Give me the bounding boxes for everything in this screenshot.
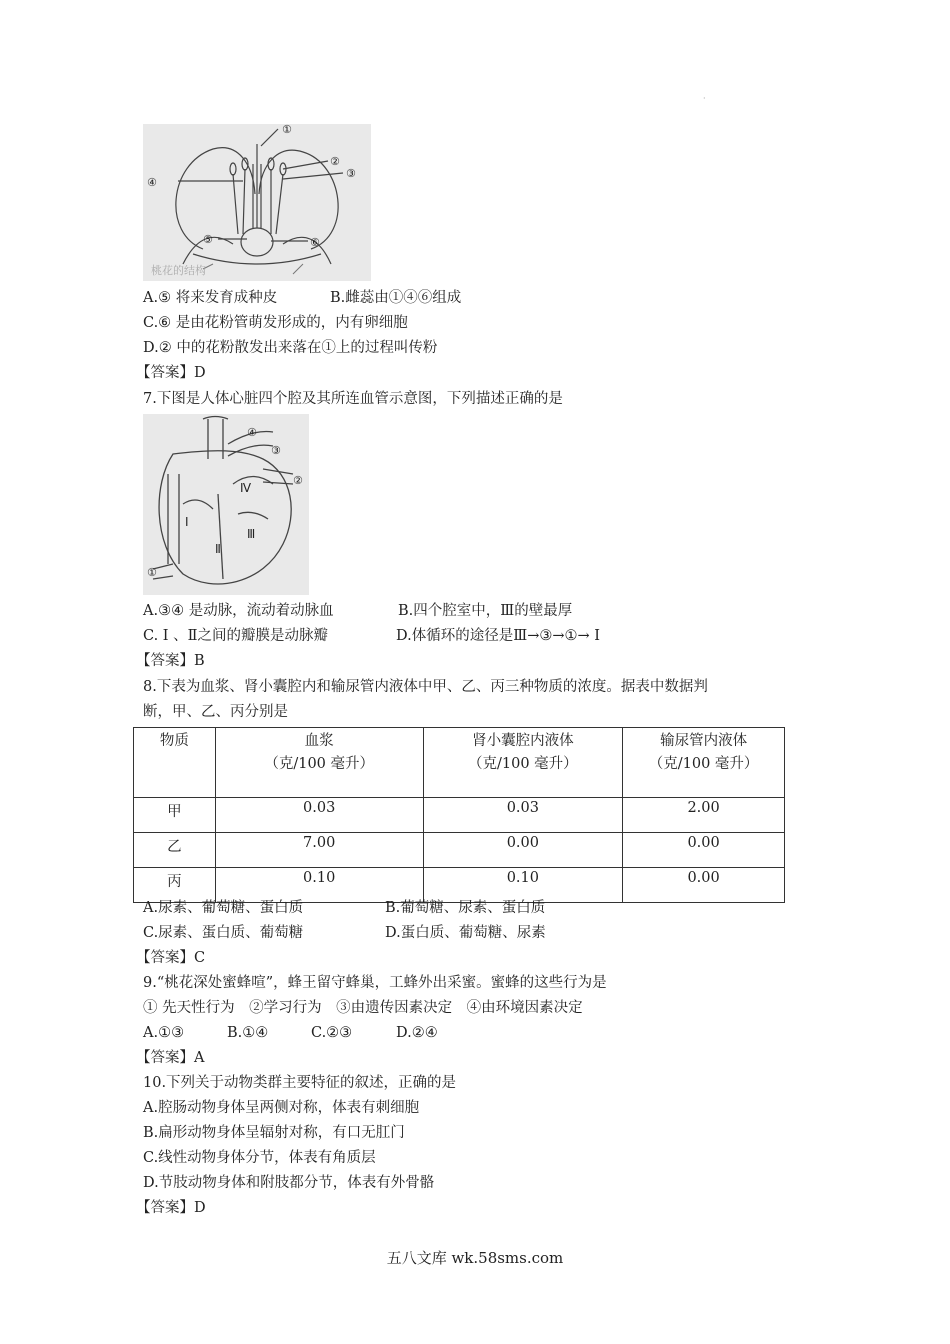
footer: 五八文库 wk.58sms.com [386,1249,564,1267]
q8-option-a: A.尿素、葡萄糖、蛋白质 [143,900,304,916]
table-cell: 0.03 [215,798,423,833]
q9-stem: 9.“桃花深处蜜蜂喧”，蜂王留守蜂巢，工蜂外出采蜜。蜜蜂的这些行为是 [143,975,607,991]
q7-option-a: A.③④ 是动脉，流动着动脉血 [143,603,334,619]
header-capsule [423,728,623,798]
table-cell: 7.00 [215,833,423,868]
heart-label-1: ① [147,566,157,579]
q7-option-d: D.体循环的途径是Ⅲ→③→①→ Ⅰ [396,628,600,644]
q10-option-b: B.扁形动物身体呈辐射对称，有口无肛门 [143,1125,405,1141]
flower-label-1: ① [282,124,292,136]
table-row [134,798,785,833]
table-cell: 0.00 [623,833,785,868]
q10-option-a: A.腔肠动物身体呈两侧对称，体表有刺细胞 [143,1100,420,1116]
q10-answer: 【答案】D [136,1200,206,1216]
flower-caption: 桃花的结构 [151,264,206,277]
heart-label-4: ④ [247,426,257,439]
header-plasma-unit: （克/100 毫升） [264,756,375,772]
q9-answer: 【答案】A [136,1050,205,1066]
table-cell: 0.10 [423,868,623,903]
q10-option-c: C.线性动物身体分节，体表有角质层 [143,1150,376,1166]
heart-label-2: ② [293,474,303,487]
header-plasma [215,728,423,798]
row-name: 丙 [134,868,216,903]
table-cell: 0.00 [623,868,785,903]
header-mark: · [703,94,706,103]
flower-figure [143,124,371,281]
heart-figure [143,414,309,595]
q8-answer: 【答案】C [136,950,206,966]
table-cell: 2.00 [623,798,785,833]
header-substance: 物质 [134,728,216,798]
header-capsule-name: 肾小囊腔内液体 [472,733,574,749]
q8-stem-line2: 断，甲、乙、丙分别是 [143,704,288,720]
heart-diagram [143,414,309,595]
q8-option-b: B.葡萄糖、尿素、蛋白质 [385,900,546,916]
heart-chamber-4: Ⅳ [240,481,252,495]
flower-label-6: ⑥ [310,236,320,249]
flower-label-3: ③ [346,167,356,180]
heart-chamber-2: Ⅱ [215,542,221,556]
q6-option-a: A.⑤ 将来发育成种皮 [143,290,278,306]
row-name: 乙 [134,833,216,868]
table-cell: 0.00 [423,833,623,868]
q6-option-c: C.⑥ 是由花粉管萌发形成的，内有卵细胞 [143,315,408,331]
q6-answer: 【答案】D [136,365,206,381]
q7-stem: 7.下图是人体心脏四个腔及其所连血管示意图，下列描述正确的是 [143,391,563,407]
table-row [134,833,785,868]
q9-option-c: C.②③ [311,1025,353,1041]
flower-diagram [143,124,371,281]
flower-label-2: ② [330,155,340,168]
header-ureter [623,728,785,798]
heart-chamber-3: Ⅲ [247,527,256,541]
header-capsule-unit: （克/100 毫升） [468,756,578,772]
q6-option-b: B.雌蕊由①④⑥组成 [330,290,462,306]
table-header-row [134,728,785,798]
flower-label-5: ⑤ [203,233,213,246]
q8-table [133,727,785,903]
q7-answer: 【答案】B [136,653,205,669]
q9-items: ① 先天性行为 ②学习行为 ③由遗传因素决定 ④由环境因素决定 [143,1000,583,1016]
header-ureter-name: 输尿管内液体 [660,733,748,749]
q10-option-d: D.节肢动物身体和附肢都分节，体表有外骨骼 [143,1175,435,1191]
q8-stem-line1: 8.下表为血浆、肾小囊腔内和输尿管内液体中甲、乙、丙三种物质的浓度。据表中数据判 [143,679,708,695]
row-name: 甲 [134,798,216,833]
table-cell: 0.03 [423,798,623,833]
flower-label-4: ④ [147,176,157,189]
table-cell: 0.10 [215,868,423,903]
heart-chamber-1: Ⅰ [185,515,189,529]
header-ureter-unit: （克/100 毫升） [648,756,759,772]
header-plasma-name: 血浆 [304,733,334,749]
q9-option-b: B.①④ [227,1025,269,1041]
q10-stem: 10.下列关于动物类群主要特征的叙述，正确的是 [143,1075,457,1091]
q7-option-c: C. Ⅰ 、Ⅱ之间的瓣膜是动脉瓣 [143,628,328,644]
q9-option-d: D.②④ [396,1025,438,1041]
heart-label-3: ③ [271,444,281,457]
q9-option-a: A.①③ [143,1025,185,1041]
q6-option-d: D.② 中的花粉散发出来落在①上的过程叫传粉 [143,340,438,356]
q8-option-c: C.尿素、蛋白质、葡萄糖 [143,925,304,941]
q7-option-b: B.四个腔室中，Ⅲ的壁最厚 [398,603,573,619]
q8-option-d: D.蛋白质、葡萄糖、尿素 [385,925,546,941]
